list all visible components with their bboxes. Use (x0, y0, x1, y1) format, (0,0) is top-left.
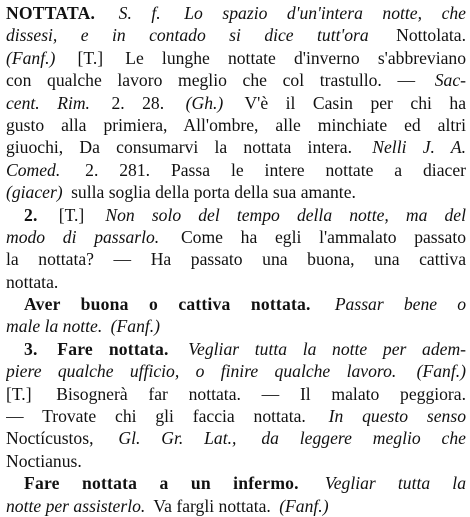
quote-text: giuochi, Da consumarvi la nottata intera. (6, 137, 353, 158)
entry-headword: NOTTATA. (6, 3, 96, 23)
sense-number: 2. (24, 204, 38, 225)
text-line (6, 472, 466, 494)
text-line (6, 92, 466, 114)
text-line (6, 181, 466, 203)
text-line (6, 136, 466, 158)
text-line (6, 204, 466, 226)
quote-text: V'è il Casin per chi ha (244, 92, 466, 113)
latin-word: Noctícustos, (6, 428, 94, 449)
definition-text: male la notte. (6, 316, 103, 337)
example-text: — Trovate chi gli faccia nottata. (6, 406, 306, 427)
text-line (6, 159, 466, 181)
text-line (6, 427, 466, 449)
text-line (6, 495, 466, 517)
quote-text: 2. 281. Passa le intere nottate a diacer (85, 159, 466, 180)
text-line (6, 383, 466, 405)
definition-text: piere qualche ufficio, o finire qualche lavoro. (6, 361, 397, 382)
variant-word: (giacer) (6, 182, 63, 203)
latin-word: Noctianus. (6, 450, 82, 471)
example-text: nottata. (6, 271, 59, 292)
definition-text: Non solo del tempo della notte, ma del (105, 204, 466, 225)
source-ref: (Fanf.) (416, 361, 466, 382)
grammar-label: S. f. (118, 3, 161, 23)
citation-number: 2. 28. (111, 92, 165, 113)
example-text: con qualche lavoro meglio che col trastullo. — (6, 70, 416, 91)
example-text: Le lunghe nottate d'inverno s'abbreviano (125, 47, 466, 68)
source-ref: (Fanf.) (6, 47, 56, 68)
definition-text: Vegliar tutta la notte per adem- (188, 338, 466, 359)
definition-text: modo di passarlo. (6, 226, 160, 247)
text-line (6, 450, 466, 472)
source-ref: Nelli J. A. (372, 137, 466, 158)
sense-3 (6, 338, 466, 472)
text-line (6, 293, 466, 315)
text-line (6, 2, 466, 24)
text-line (6, 315, 466, 337)
section-mark: [T.] (58, 204, 85, 225)
text-line (6, 248, 466, 270)
text-line (6, 405, 466, 427)
definition-text: notte per assisterlo. (6, 495, 146, 516)
text-line (6, 114, 466, 136)
phrase-heading: Fare nottata. (57, 338, 169, 359)
text-line (6, 24, 466, 46)
text-line (6, 360, 466, 382)
definition-text: dissesi, e in contado si dice tutt'ora (6, 25, 369, 46)
source-ref: Gl. Gr. Lat., (118, 428, 237, 449)
phrase-heading: Fare nottata a un infermo. (24, 473, 299, 494)
example-text: Come ha egli l'ammalato passato (180, 226, 466, 247)
source-ref: Comed. (6, 159, 61, 180)
variant-word: Nottolata. (396, 25, 466, 46)
text-line (6, 226, 466, 248)
text-line (6, 338, 466, 360)
section-mark: [T.] (77, 47, 104, 68)
definition-text: Lo spazio d'un'intera notte, che (184, 3, 466, 23)
example-text: Bisognerà far nottata. — Il malato peggiora. (56, 383, 466, 404)
source-ref: (Fanf.) (279, 495, 329, 516)
section-mark: [T.] (6, 383, 32, 404)
definition-text: In questo senso (328, 406, 466, 427)
source-ref: (Gh.) (185, 92, 224, 113)
text-line (6, 69, 466, 91)
sense-number: 3. (24, 338, 38, 359)
phrase-heading: Aver buona o cattiva nottata. (24, 294, 311, 315)
phrase-aver-buona (6, 293, 466, 338)
quote-text: gusto alla primiera, All'ombre, alle minchiate ed altri (6, 114, 466, 135)
source-ref: cent. Rim. (6, 92, 90, 113)
quote-text: sulla soglia della porta della sua amante. (71, 182, 356, 203)
phrase-fare-nottata-infermo (6, 472, 466, 517)
entry-main (6, 2, 466, 204)
definition-text: Passar bene o (334, 294, 466, 315)
sense-2 (6, 204, 466, 294)
text-line (6, 271, 466, 293)
source-ref: Sac- (434, 70, 466, 91)
definition-text: Vegliar tutta la (324, 473, 466, 494)
text-line (6, 47, 466, 69)
example-text: Va fargli nottata. (153, 495, 271, 516)
definition-text: da leggere meglio che (261, 428, 466, 449)
source-ref: (Fanf.) (110, 316, 161, 337)
example-text: la nottata? — Ha passato una buona, una cattiva (6, 249, 466, 270)
